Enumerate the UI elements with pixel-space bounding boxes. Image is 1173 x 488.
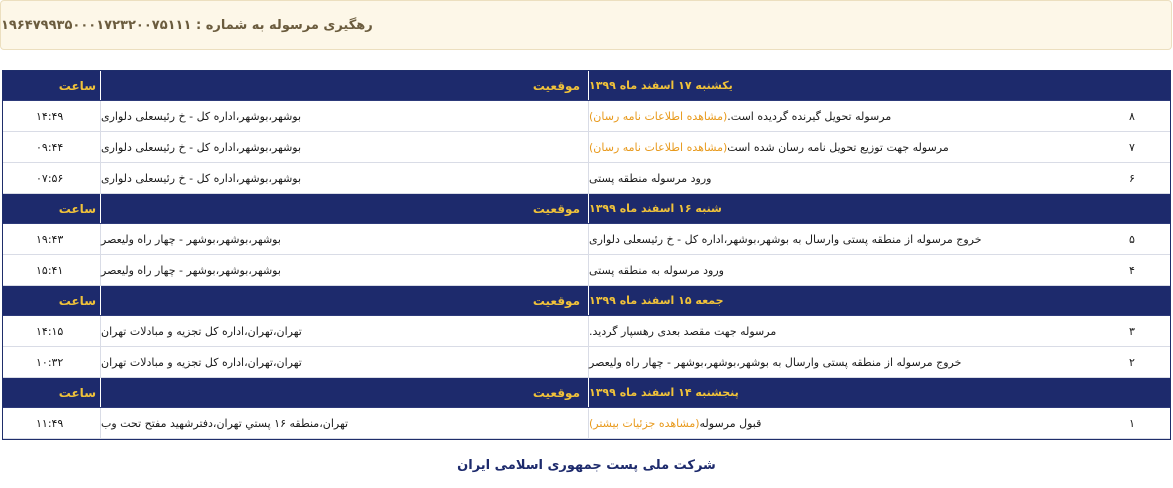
- event-number: ۲: [1129, 355, 1135, 369]
- event-time: ۱۹:۴۳: [3, 224, 101, 254]
- event-description-text: ورود مرسوله به منطقه پستی: [589, 263, 724, 277]
- time-column-header: ساعت: [3, 194, 101, 223]
- event-time: ۱۴:۴۹: [3, 101, 101, 131]
- event-description-text: خروج مرسوله از منطقه پستی وارسال به بوشهر،بوشهر،بوشهر - چهار راه ولیعصر: [589, 355, 962, 369]
- event-description-text: مرسوله تحویل گیرنده گردیده است.: [727, 109, 892, 123]
- event-description-text: ورود مرسوله منطقه پستی: [589, 171, 712, 185]
- date-header-row: [3, 194, 1170, 224]
- event-time: ۱۵:۴۱: [3, 255, 101, 285]
- event-time: ۱۱:۴۹: [3, 408, 101, 438]
- event-description: [589, 132, 1094, 162]
- date-header-row: [3, 71, 1170, 101]
- time-column-header: ساعت: [3, 378, 101, 407]
- location-column-header: موقعیت: [101, 194, 589, 223]
- event-description: [589, 408, 1094, 438]
- tracking-banner: [0, 0, 1172, 50]
- event-time: ۱۰:۳۲: [3, 347, 101, 377]
- table-row: [3, 255, 1170, 286]
- event-location: تهران،تهران،اداره کل تجزیه و مبادلات تهران: [101, 316, 589, 346]
- event-location: بوشهر،بوشهر،اداره کل - خ رئیسعلی دلواری: [101, 132, 589, 162]
- event-location: تهران،تهران،اداره کل تجزیه و مبادلات تهران: [101, 347, 589, 377]
- table-row: [3, 408, 1170, 439]
- event-location: تهران،منطقه ۱۶ پستي تهران،دفترشهید مفتح تحت وب: [101, 408, 589, 438]
- event-location: بوشهر،بوشهر،اداره کل - خ رئیسعلی دلواری: [101, 101, 589, 131]
- event-description-text: مرسوله جهت توزیع تحویل نامه رسان شده است: [727, 140, 949, 154]
- event-time: ۰۷:۵۶: [3, 163, 101, 193]
- table-row: [3, 163, 1170, 194]
- date-header: پنجشنبه ۱۴ اسفند ماه ۱۳۹۹: [589, 386, 739, 399]
- time-column-header: ساعت: [3, 71, 101, 100]
- date-header: یکشنبه ۱۷ اسفند ماه ۱۳۹۹: [589, 79, 733, 92]
- details-link[interactable]: (مشاهده جزئیات بیشتر): [589, 416, 700, 430]
- event-description-text: خروج مرسوله از منطقه پستی وارسال به بوشهر،بوشهر،اداره کل - خ رئیسعلی دلواری: [589, 232, 982, 246]
- event-number: ۸: [1129, 109, 1135, 123]
- event-description: [589, 347, 1094, 377]
- event-time: ۱۴:۱۵: [3, 316, 101, 346]
- event-number: ۶: [1129, 171, 1135, 185]
- tracking-label: رهگیری مرسوله به شماره :: [195, 17, 373, 33]
- event-number: ۴: [1129, 263, 1135, 277]
- table-row: [3, 132, 1170, 163]
- event-time: ۰۹:۴۴: [3, 132, 101, 162]
- event-number: ۷: [1129, 140, 1135, 154]
- event-number: ۱: [1129, 416, 1135, 430]
- event-description: [589, 163, 1094, 193]
- location-column-header: موقعیت: [101, 286, 589, 315]
- location-column-header: موقعیت: [101, 71, 589, 100]
- details-link[interactable]: (مشاهده اطلاعات نامه رسان): [589, 140, 728, 154]
- event-description: [589, 101, 1094, 131]
- event-location: بوشهر،بوشهر،بوشهر - چهار راه ولیعصر: [101, 224, 589, 254]
- event-description: [589, 224, 1094, 254]
- event-number: ۵: [1129, 232, 1135, 246]
- date-header: شنبه ۱۶ اسفند ماه ۱۳۹۹: [589, 202, 722, 215]
- table-row: [3, 101, 1170, 132]
- table-row: [3, 347, 1170, 378]
- details-link[interactable]: (مشاهده اطلاعات نامه رسان): [589, 109, 728, 123]
- date-header-row: [3, 286, 1170, 316]
- event-description: [589, 316, 1094, 346]
- location-column-header: موقعیت: [101, 378, 589, 407]
- event-description-text: مرسوله جهت مقصد بعدی رهسپار گردید.: [589, 324, 777, 338]
- table-row: [3, 316, 1170, 347]
- tracking-number: ۱۹۶۴۷۹۹۳۵۰۰۰۱۷۲۳۲۰۰۷۵۱۱۱: [1, 17, 192, 33]
- event-description-text: قبول مرسوله: [699, 416, 762, 430]
- time-column-header: ساعت: [3, 286, 101, 315]
- footer-company-name: شرکت ملی پست جمهوری اسلامی ایران: [457, 458, 716, 473]
- event-location: بوشهر،بوشهر،اداره کل - خ رئیسعلی دلواری: [101, 163, 589, 193]
- event-number: ۳: [1129, 324, 1135, 338]
- date-header-row: [3, 378, 1170, 408]
- event-description: [589, 255, 1094, 285]
- table-row: [3, 224, 1170, 255]
- date-header: جمعه ۱۵ اسفند ماه ۱۳۹۹: [589, 294, 724, 307]
- event-location: بوشهر،بوشهر،بوشهر - چهار راه ولیعصر: [101, 255, 589, 285]
- tracking-table: [2, 70, 1171, 440]
- tracking-title: [1, 18, 373, 33]
